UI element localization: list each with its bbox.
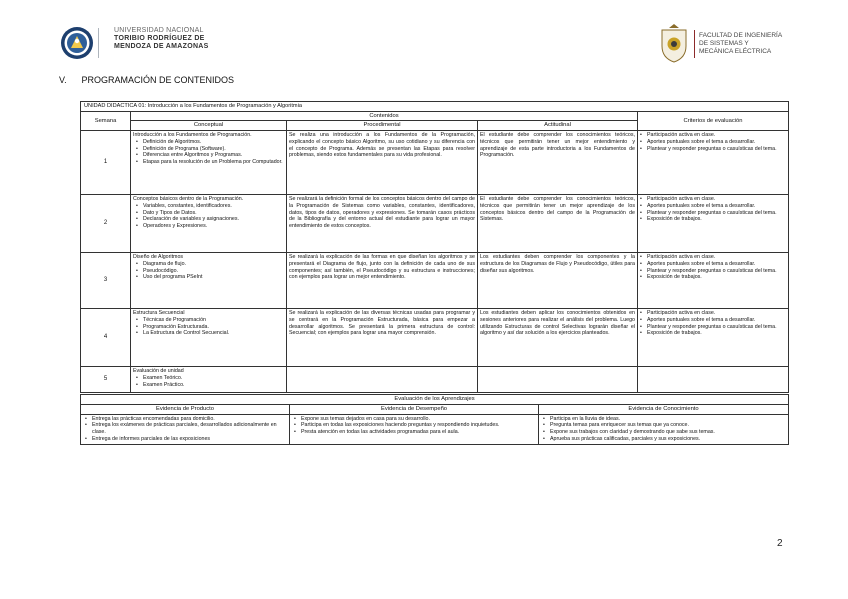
procedimental-cell: Se realizará la definición formal de los conceptos básicos dentro del campo de la Programación de Sistemas como variables, constantes, identificadores, datos, tipos de datos, operadores y expresiones. Se tomarán casos prácticos de la Bibliografía y del entorno actual del estudiante para lograr un mayor entendimiento de estos conceptos. <box>287 195 478 253</box>
list-item: • Definición de Programa (Software). <box>133 146 284 153</box>
list-item: • Examen Teórico. <box>133 375 284 382</box>
list-item: • Aportes puntuales sobre el tema a desarrollar. <box>640 261 786 268</box>
conceptual-cell <box>131 253 287 309</box>
faculty-name <box>699 32 782 56</box>
evaluation-title: Evaluación de los Aprendizajes <box>81 395 789 405</box>
conceptual-title: Conceptos básicos dentro de la Programación. <box>133 196 244 203</box>
list-item: • Examen Práctico. <box>133 382 284 389</box>
list-item: • Participa en todas las exposiciones haciendo preguntas y respondiendo inquietudes. <box>292 422 536 429</box>
conceptual-title: Introducción a los Fundamentos de Programación. <box>133 132 252 139</box>
unit-title-row <box>81 102 789 112</box>
unit-title: UNIDAD DIDACTICA 01: Introducción a los Fundamentos de Programación y Algoritmia <box>81 102 789 112</box>
list-item: • Participación activa en clase. <box>640 132 786 139</box>
procedimental-cell <box>287 367 478 393</box>
section-number: V. <box>59 75 67 85</box>
procedimental-cell: Se realiza una introducción a los Fundamentos de la Programación, explicando el concepto básico Algoritmo, su uso cotidiano y su diferencia con el concepto de Programa. Además se presentan las Etapas para resolver problemas, siendo estos fundamentales para su vida profesional. <box>287 131 478 195</box>
faculty-name-line1: FACULTAD DE INGENIERÍA <box>699 32 783 39</box>
evidencia-producto-cell <box>81 414 290 444</box>
actitudinal-cell: Los estudiantes deben aplicar los conocimientos obtenidos en sesiones anteriores para realizar el análisis del problema. Luego utilizando Estructuras de control Selectivas lograrán diseñar el algoritmo y así dar solución a los ejercicios planteados. <box>478 309 638 367</box>
list-item: • Exposición de trabajos. <box>640 330 786 337</box>
actitudinal-cell: Los estudiantes deben comprender los componentes y la estructura de los Diagramas de Flujo y Pseudocódigo, útiles para diseñar sus algoritmos. <box>478 253 638 309</box>
header-procedimental: Procedimental <box>287 121 478 131</box>
list-item: • Plantear y responder preguntas o casuísticas del tema. <box>640 146 786 153</box>
header-evidencia-producto: Evidencia de Producto <box>81 404 290 414</box>
list-item: • Expone sus temas dejados en casa para su desarrollo. <box>292 416 536 423</box>
faculty-name-line3: MECÁNICA ELÉCTRICA <box>699 48 772 55</box>
list-item: • Aportes puntuales sobre el tema a desarrollar. <box>640 203 786 210</box>
week-cell: 1 <box>81 131 131 195</box>
week-cell: 4 <box>81 309 131 367</box>
section-title <box>59 75 234 85</box>
evaluation-content-row <box>81 414 789 444</box>
section-title-text: PROGRAMACIÓN DE CONTENIDOS <box>81 75 235 85</box>
evaluation-header-row <box>81 404 789 414</box>
list-item: • Técnicas de Programación <box>133 317 284 324</box>
evaluation-title-row <box>81 395 789 405</box>
actitudinal-cell: El estudiante debe comprender los conocimientos teóricos, técnicos que permitirán tener un mejor entendimiento y aprendizaje de esta parte introductoria a los Fundamentos de Programación. <box>478 131 638 195</box>
university-name <box>114 27 209 51</box>
learning-evaluation-table <box>80 394 789 445</box>
list-item: • Diferencias entre Algoritmos y Programas. <box>133 152 284 159</box>
list-item: • Presta atención en todas las actividades programadas para el aula. <box>292 429 536 436</box>
header-actitudinal: Actitudinal <box>478 121 638 131</box>
table-row <box>81 309 789 367</box>
list-item: • Plantear y responder preguntas o casuísticas del tema. <box>640 324 786 331</box>
table-row <box>81 195 789 253</box>
conceptual-cell <box>131 309 287 367</box>
faculty-crest-logo <box>657 24 691 64</box>
criterios-cell <box>638 253 789 309</box>
list-item: • Aportes puntuales sobre el tema a desarrollar. <box>640 139 786 146</box>
list-item: • Definición de Algoritmos. <box>133 139 284 146</box>
criterios-cell <box>638 195 789 253</box>
week-cell: 5 <box>81 367 131 393</box>
conceptual-cell <box>131 131 287 195</box>
list-item: • Programación Estructurada. <box>133 324 284 331</box>
list-item: • Plantear y responder preguntas o casuísticas del tema. <box>640 210 786 217</box>
page-header <box>0 0 848 70</box>
evidencia-desempeno-cell <box>290 414 539 444</box>
list-item: • Entrega los exámenes de prácticas parciales, desarrollados adicionalmente en clase. <box>83 422 287 436</box>
list-item: • Participación activa en clase. <box>640 196 786 203</box>
list-item: • Exposición de trabajos. <box>640 274 786 281</box>
list-item: • Declaración de variables y asignaciones. <box>133 216 284 223</box>
header-row-1 <box>81 111 789 121</box>
header-semana: Semana <box>81 111 131 130</box>
table-row <box>81 131 789 195</box>
procedimental-cell: Se realizará la explicación de las diversas técnicas usadas para programar y se centrará en la Programación Estructurada, básica para empezar a desarrollar algoritmos. Se presentará la primera estructura de control: Secuencial; con ejemplos para lograr una mayor comprensión. <box>287 309 478 367</box>
list-item: • Participación activa en clase. <box>640 254 786 261</box>
conceptual-title: Estructura Secuencial <box>133 310 185 317</box>
header-evidencia-conocimiento: Evidencia de Conocimiento <box>539 404 789 414</box>
actitudinal-cell <box>478 367 638 393</box>
conceptual-cell <box>131 367 287 393</box>
list-item: • Etapas para la resolución de un Problema por Computador. <box>133 159 284 166</box>
list-item: • Exposición de trabajos. <box>640 216 786 223</box>
criterios-cell <box>638 367 789 393</box>
table-row <box>81 367 789 393</box>
list-item: • Participación activa en clase. <box>640 310 786 317</box>
criterios-cell <box>638 131 789 195</box>
list-item: • Plantear y responder preguntas o casuísticas del tema. <box>640 268 786 275</box>
list-item: • Aportes puntuales sobre el tema a desarrollar. <box>640 317 786 324</box>
faculty-name-line2: DE SISTEMAS Y <box>699 40 749 47</box>
university-name-line3: MENDOZA DE AMAZONAS <box>114 43 209 50</box>
table-row <box>81 253 789 309</box>
list-item: • Expone sus trabajos con claridad y demostrando que sabe sus temas. <box>541 429 786 436</box>
list-item: • Diagrama de flujo. <box>133 261 284 268</box>
header-evidencia-desempeno: Evidencia de Desempeño <box>290 404 539 414</box>
conceptual-cell <box>131 195 287 253</box>
week-cell: 3 <box>81 253 131 309</box>
content-schedule-table <box>80 101 789 393</box>
evidencia-conocimiento-cell <box>539 414 789 444</box>
actitudinal-cell: El estudiante debe comprender los conocimientos teóricos, técnicos que permitirán tener un mejor aprendizaje de los conceptos básicos dentro del campo de la Programación de Sistemas. <box>478 195 638 253</box>
conceptual-title: Evaluación de unidad <box>133 368 184 375</box>
list-item: • Operadores y Expresiones. <box>133 223 284 230</box>
faculty-separator <box>694 30 695 58</box>
header-conceptual: Conceptual <box>131 121 287 131</box>
list-item: • Pseudocódigo. <box>133 268 284 275</box>
criterios-cell <box>638 309 789 367</box>
list-item: • Aprueba sus prácticas calificadas, parciales y sus exposiciones. <box>541 436 786 443</box>
list-item: • Entrega de informes parciales de las exposiciones <box>83 436 287 443</box>
university-name-line2: TORIBIO RODRÍGUEZ DE <box>114 35 205 42</box>
list-item: • Dato y Tipos de Datos. <box>133 210 284 217</box>
header-criterios: Criterios de evaluación <box>638 111 789 130</box>
university-seal-logo <box>60 24 108 62</box>
list-item: • Entrega las prácticas encomendadas para domicilio. <box>83 416 287 423</box>
conceptual-title: Diseño de Algoritmos <box>133 254 184 261</box>
header-contenidos: Contenidos <box>131 111 638 121</box>
page-number: 2 <box>777 538 783 549</box>
list-item: • Variables, constantes, identificadores. <box>133 203 284 210</box>
list-item: • La Estructura de Control Secuencial. <box>133 330 284 337</box>
list-item: • Uso del programa PSeInt <box>133 274 284 281</box>
list-item: • Pregunta temas para enriquecer sus temas que ya conoce. <box>541 422 786 429</box>
university-name-line1: UNIVERSIDAD NACIONAL <box>114 27 204 34</box>
week-cell: 2 <box>81 195 131 253</box>
procedimental-cell: Se realizará la explicación de las formas en que diseñan los algoritmos y se presentará el Diagrama de flujo, junto con la definición de cada uno de sus componentes; así también, el Pseudocódigo y su estructura e instrucciones; con ejemplos para lograr un mejor entendimiento. <box>287 253 478 309</box>
list-item: • Participa en la lluvia de ideas. <box>541 416 786 423</box>
